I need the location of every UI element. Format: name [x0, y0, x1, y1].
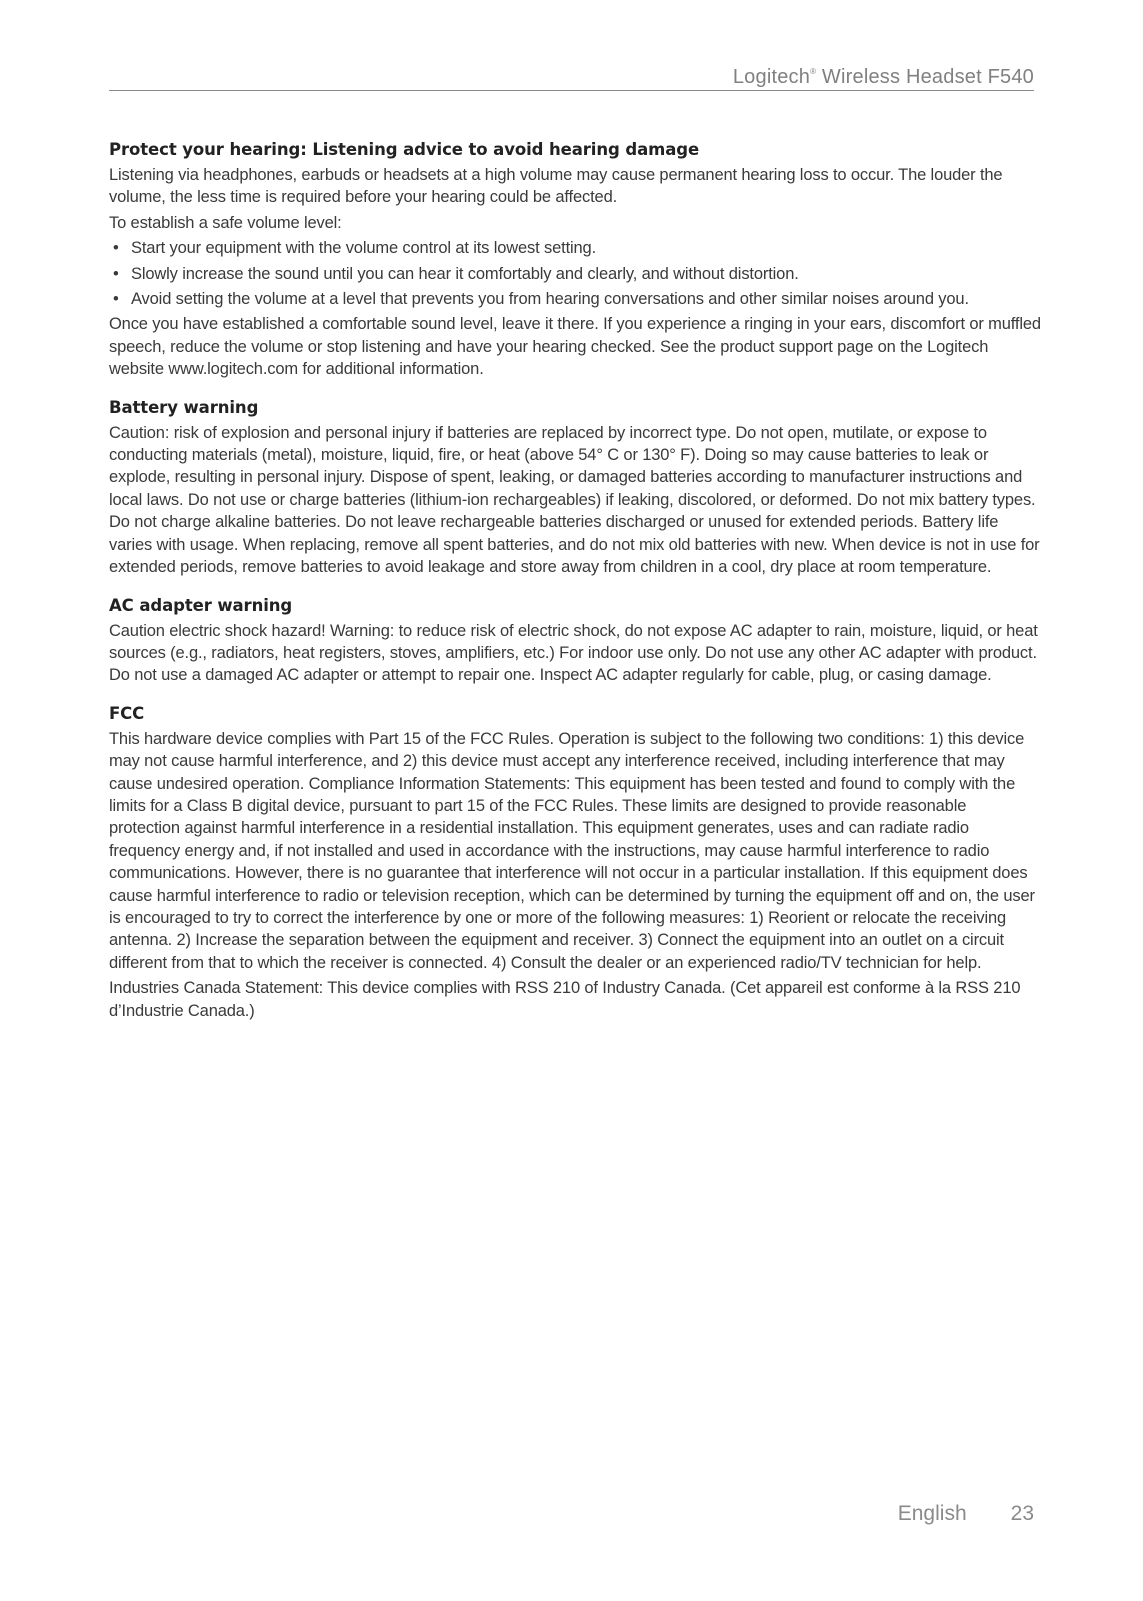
page-footer — [898, 1502, 1034, 1526]
list-item-text: Avoid setting the volume at a level that prevents you from hearing conversations and other similar noises around you. — [131, 290, 969, 309]
header-brand: Logitech — [732, 66, 811, 88]
section-ac-adapter — [109, 596, 1041, 687]
list-item — [109, 288, 1041, 310]
adapter-heading: AC adapter warning — [109, 595, 293, 615]
list-item — [109, 237, 1041, 259]
page-number: 23 — [1010, 1502, 1034, 1525]
list-item — [109, 263, 1041, 285]
section-hearing — [109, 140, 1041, 381]
bullet-icon: • — [113, 264, 119, 283]
bullet-icon: • — [113, 239, 119, 258]
list-item-text: Start your equipment with the volume control at its lowest setting. — [131, 239, 597, 258]
hearing-heading: Protect your hearing: Listening advice to avoid hearing damage — [109, 140, 700, 159]
battery-heading: Battery warning — [109, 397, 259, 417]
battery-paragraph: Caution: risk of explosion and personal injury if batteries are replaced by incorrect type. Do not open, mutilate, or expose to conducting materials (metal), moisture, liquid, fire, or heat (above 54° C or 130° F). Doing so may cause batteries to leak or explode, resulting in personal injury. Dispose of spent, leaking, or damaged batteries according to manufacturer instructions and local laws. Do not use or charge batteries (lithium-ion rechargeables) if leaking, discolored, or deformed. Do not mix battery types. Do not charge alkaline batteries. Do not leave rechargeable batteries discharged or unused for extended periods. Battery life varies with usage. When replacing, remove all spent batteries, and do not mix old batteries with new. When device is not in use for extended periods, remove batteries to avoid leakage and store away from children in a cool, dry place at room temperature. — [109, 423, 1040, 577]
fcc-paragraph-2: Industries Canada Statement: This device complies with RSS 210 of Industry Canada. (Cet appareil est conforme à la RSS 210 d’Industrie Canada.) — [109, 979, 1021, 1020]
fcc-heading: FCC — [109, 703, 145, 723]
list-item-text: Slowly increase the sound until you can hear it comfortably and clearly, and without distortion. — [131, 264, 799, 283]
hearing-paragraph-2: To establish a safe volume level: — [109, 213, 342, 232]
hearing-bullet-list — [109, 237, 1041, 310]
header-product: Wireless Headset F540 — [816, 66, 1034, 88]
bullet-icon: • — [113, 290, 119, 309]
fcc-paragraph-1: This hardware device complies with Part 15 of the FCC Rules. Operation is subject to the following two conditions: 1) this device may not cause harmful interference, and 2) this device must accept any interference received, including interference that may cause undesired operation. Compliance Information Statements: This equipment has been tested and found to comply with the limits for a Class B digital device, pursuant to part 15 of the FCC Rules. These limits are designed to provide reasonable protection against harmful interference in a residential installation. This equipment generates, uses and can radiate radio frequency energy and, if not installed and used in accordance with the instructions, may cause harmful interference to radio communications. However, there is no guarantee that interference will not occur in a particular installation. If this equipment does cause harmful interference to radio or television reception, which can be determined by turning the equipment off and on, the user is encouraged to try to correct the interference by one or more of the following measures: 1) Reorient or relocate the receiving antenna. 2) Increase the separation between the equipment and receiver. 3) Connect the equipment into an outlet on a circuit different from that to which the receiver is connected. 4) Consult the dealer or an experienced radio/TV technician for help. — [109, 729, 1035, 972]
hearing-paragraph-1: Listening via headphones, earbuds or headsets at a high volume may cause permanent hearing loss to occur. The louder the volume, the less time is required before your hearing could be affected. — [109, 166, 1003, 207]
footer-language: English — [897, 1502, 967, 1525]
page-header — [109, 60, 1034, 91]
section-fcc — [109, 704, 1041, 1022]
hearing-paragraph-3: Once you have established a comfortable sound level, leave it there. If you experience a ringing in your ears, discomfort or muffled speech, reduce the volume or stop listening and have your hearing checked. See the product support page on the Logitech website www.logitech.com for additional information. — [109, 315, 1041, 379]
page-content — [109, 140, 1041, 1039]
registered-mark: ® — [810, 67, 817, 76]
section-battery — [109, 398, 1041, 579]
header-title — [733, 66, 1034, 88]
adapter-paragraph: Caution electric shock hazard! Warning: to reduce risk of electric shock, do not expose AC adapter to rain, moisture, liquid, or heat sources (e.g., radiators, heat registers, stoves, amplifiers, etc.) For indoor use only. Do not use any other AC adapter with product. Do not use a damaged AC adapter or attempt to repair one. Inspect AC adapter regularly for cable, plug, or casing damage. — [109, 621, 1038, 685]
